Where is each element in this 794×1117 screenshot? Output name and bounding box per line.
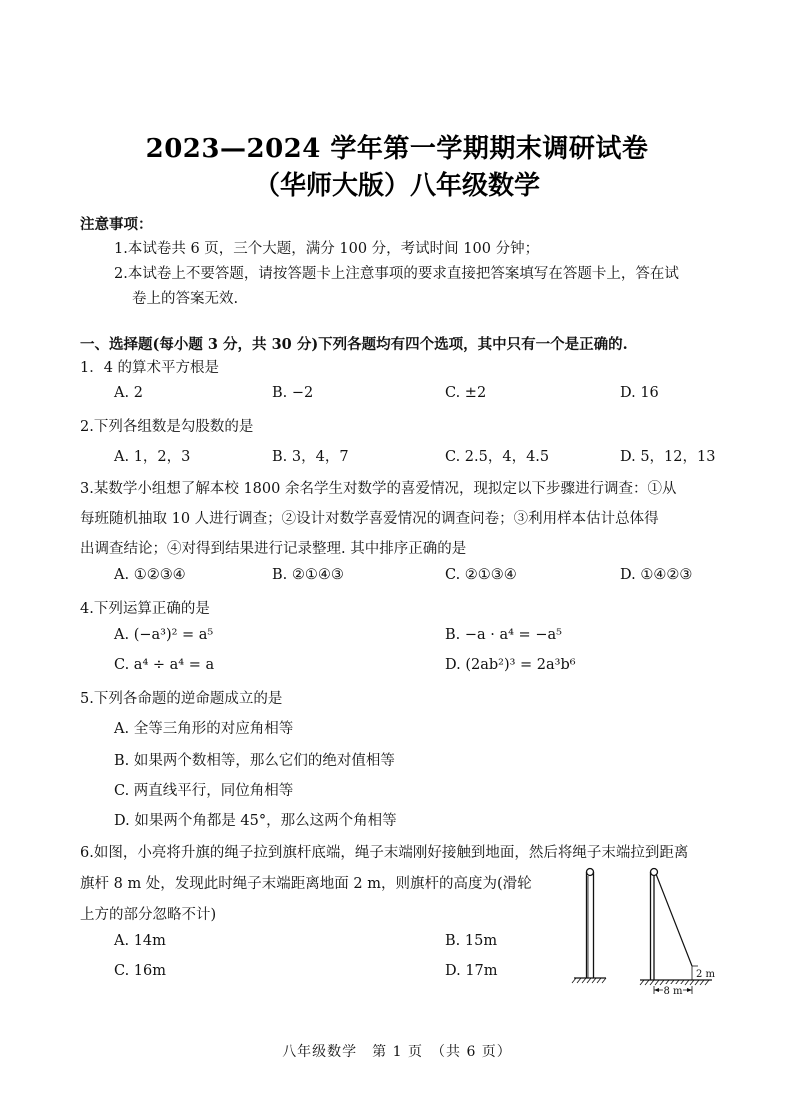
- question-1-stem: 1．4 的算术平方根是: [80, 360, 220, 376]
- question-1-option-b: B. −2: [272, 385, 314, 401]
- exam-title: 2023—2024 学年第一学期期末调研试卷: [145, 134, 649, 164]
- question-3-option-a: A. ①②③④: [114, 567, 186, 583]
- exam-subtitle: （华师大版）八年级数学: [253, 171, 540, 201]
- question-6-stem-3: 上方的部分忽略不计): [80, 907, 217, 923]
- question-4-option-c: C. a⁴ ÷ a⁴ = a: [114, 657, 215, 673]
- question-4-option-a: A. (−a³)² = a⁵: [114, 627, 214, 643]
- question-6-option-c: C. 16m: [114, 963, 166, 979]
- question-3-stem-2: 每班随机抽取 10 人进行调查；②设计对数学喜爱情况的调查问卷；③利用样本估计总体得: [80, 511, 659, 527]
- flagpole-figure: [560, 862, 730, 1002]
- question-5-stem: 5.下列各命题的逆命题成立的是: [80, 691, 283, 707]
- question-4-stem: 4.下列运算正确的是: [80, 601, 210, 617]
- question-6-stem-2: 旗杆 8 m 处，发现此时绳子末端距离地面 2 m，则旗杆的高度为(滑轮: [80, 876, 532, 892]
- question-5-option-a: A. 全等三角形的对应角相等: [114, 721, 294, 737]
- question-2-option-a: A. 1，2，3: [114, 449, 191, 465]
- question-6-option-b: B. 15m: [445, 933, 498, 949]
- question-3-option-c: C. ②①③④: [445, 567, 517, 583]
- question-5-option-d: D. 如果两个角都是 45°，那么这两个角相等: [114, 813, 397, 829]
- question-2-option-c: C. 2.5，4，4.5: [445, 449, 550, 465]
- label-height: 2 m: [696, 969, 716, 980]
- label-distance: 8 m: [663, 986, 683, 997]
- notes-item-1: 1.本试卷共 6 页，三个大题，满分 100 分，考试时间 100 分钟；: [114, 241, 540, 257]
- question-2-option-d: D. 5，12，13: [620, 449, 716, 465]
- question-3-stem-3: 出调查结论；④对得到结果进行记录整理. 其中排序正确的是: [80, 541, 467, 557]
- question-4-option-b: B. −a · a⁴ = −a⁵: [445, 627, 562, 643]
- question-6-option-d: D. 17m: [445, 963, 498, 979]
- question-6-stem-1: 6.如图，小亮将升旗的绳子拉到旗杆底端，绳子末端刚好接触到地面，然后将绳子末端拉到距离: [80, 845, 689, 861]
- flagpole-diagram-pulled: [640, 869, 716, 998]
- question-3-option-d: D. ①④②③: [620, 567, 693, 583]
- question-2-stem: 2.下列各组数是勾股数的是: [80, 419, 254, 435]
- question-1-option-c: C. ±2: [445, 385, 487, 401]
- question-1-option-a: A. 2: [114, 385, 143, 401]
- question-2-option-b: B. 3，4，7: [272, 449, 349, 465]
- question-3-option-b: B. ②①④③: [272, 567, 344, 583]
- notes-item-2-cont: 卷上的答案无效.: [132, 291, 239, 307]
- question-1-option-d: D. 16: [620, 385, 659, 401]
- question-5-option-c: C. 两直线平行，同位角相等: [114, 783, 294, 799]
- question-6-option-a: A. 14m: [114, 933, 166, 949]
- notes-item-2: 2.本试卷上不要答题，请按答题卡上注意事项的要求直接把答案填写在答题卡上，答在试: [114, 266, 679, 282]
- flagpole-diagram-hanging: [572, 869, 606, 984]
- section-1-heading: 一、选择题(每小题 3 分，共 30 分)下列各题均有四个选项，其中只有一个是正确的.: [80, 336, 628, 353]
- notes-heading: 注意事项：: [80, 216, 153, 233]
- question-5-option-b: B. 如果两个数相等，那么它们的绝对值相等: [114, 753, 395, 769]
- question-4-option-d: D. (2ab²)³ = 2a³b⁶: [445, 657, 576, 673]
- question-3-stem-1: 3.某数学小组想了解本校 1800 余名学生对数学的喜爱情况，现拟定以下步骤进行调查：①从: [80, 481, 677, 497]
- page-footer: 八年级数学 第 1 页 （共 6 页）: [282, 1044, 512, 1060]
